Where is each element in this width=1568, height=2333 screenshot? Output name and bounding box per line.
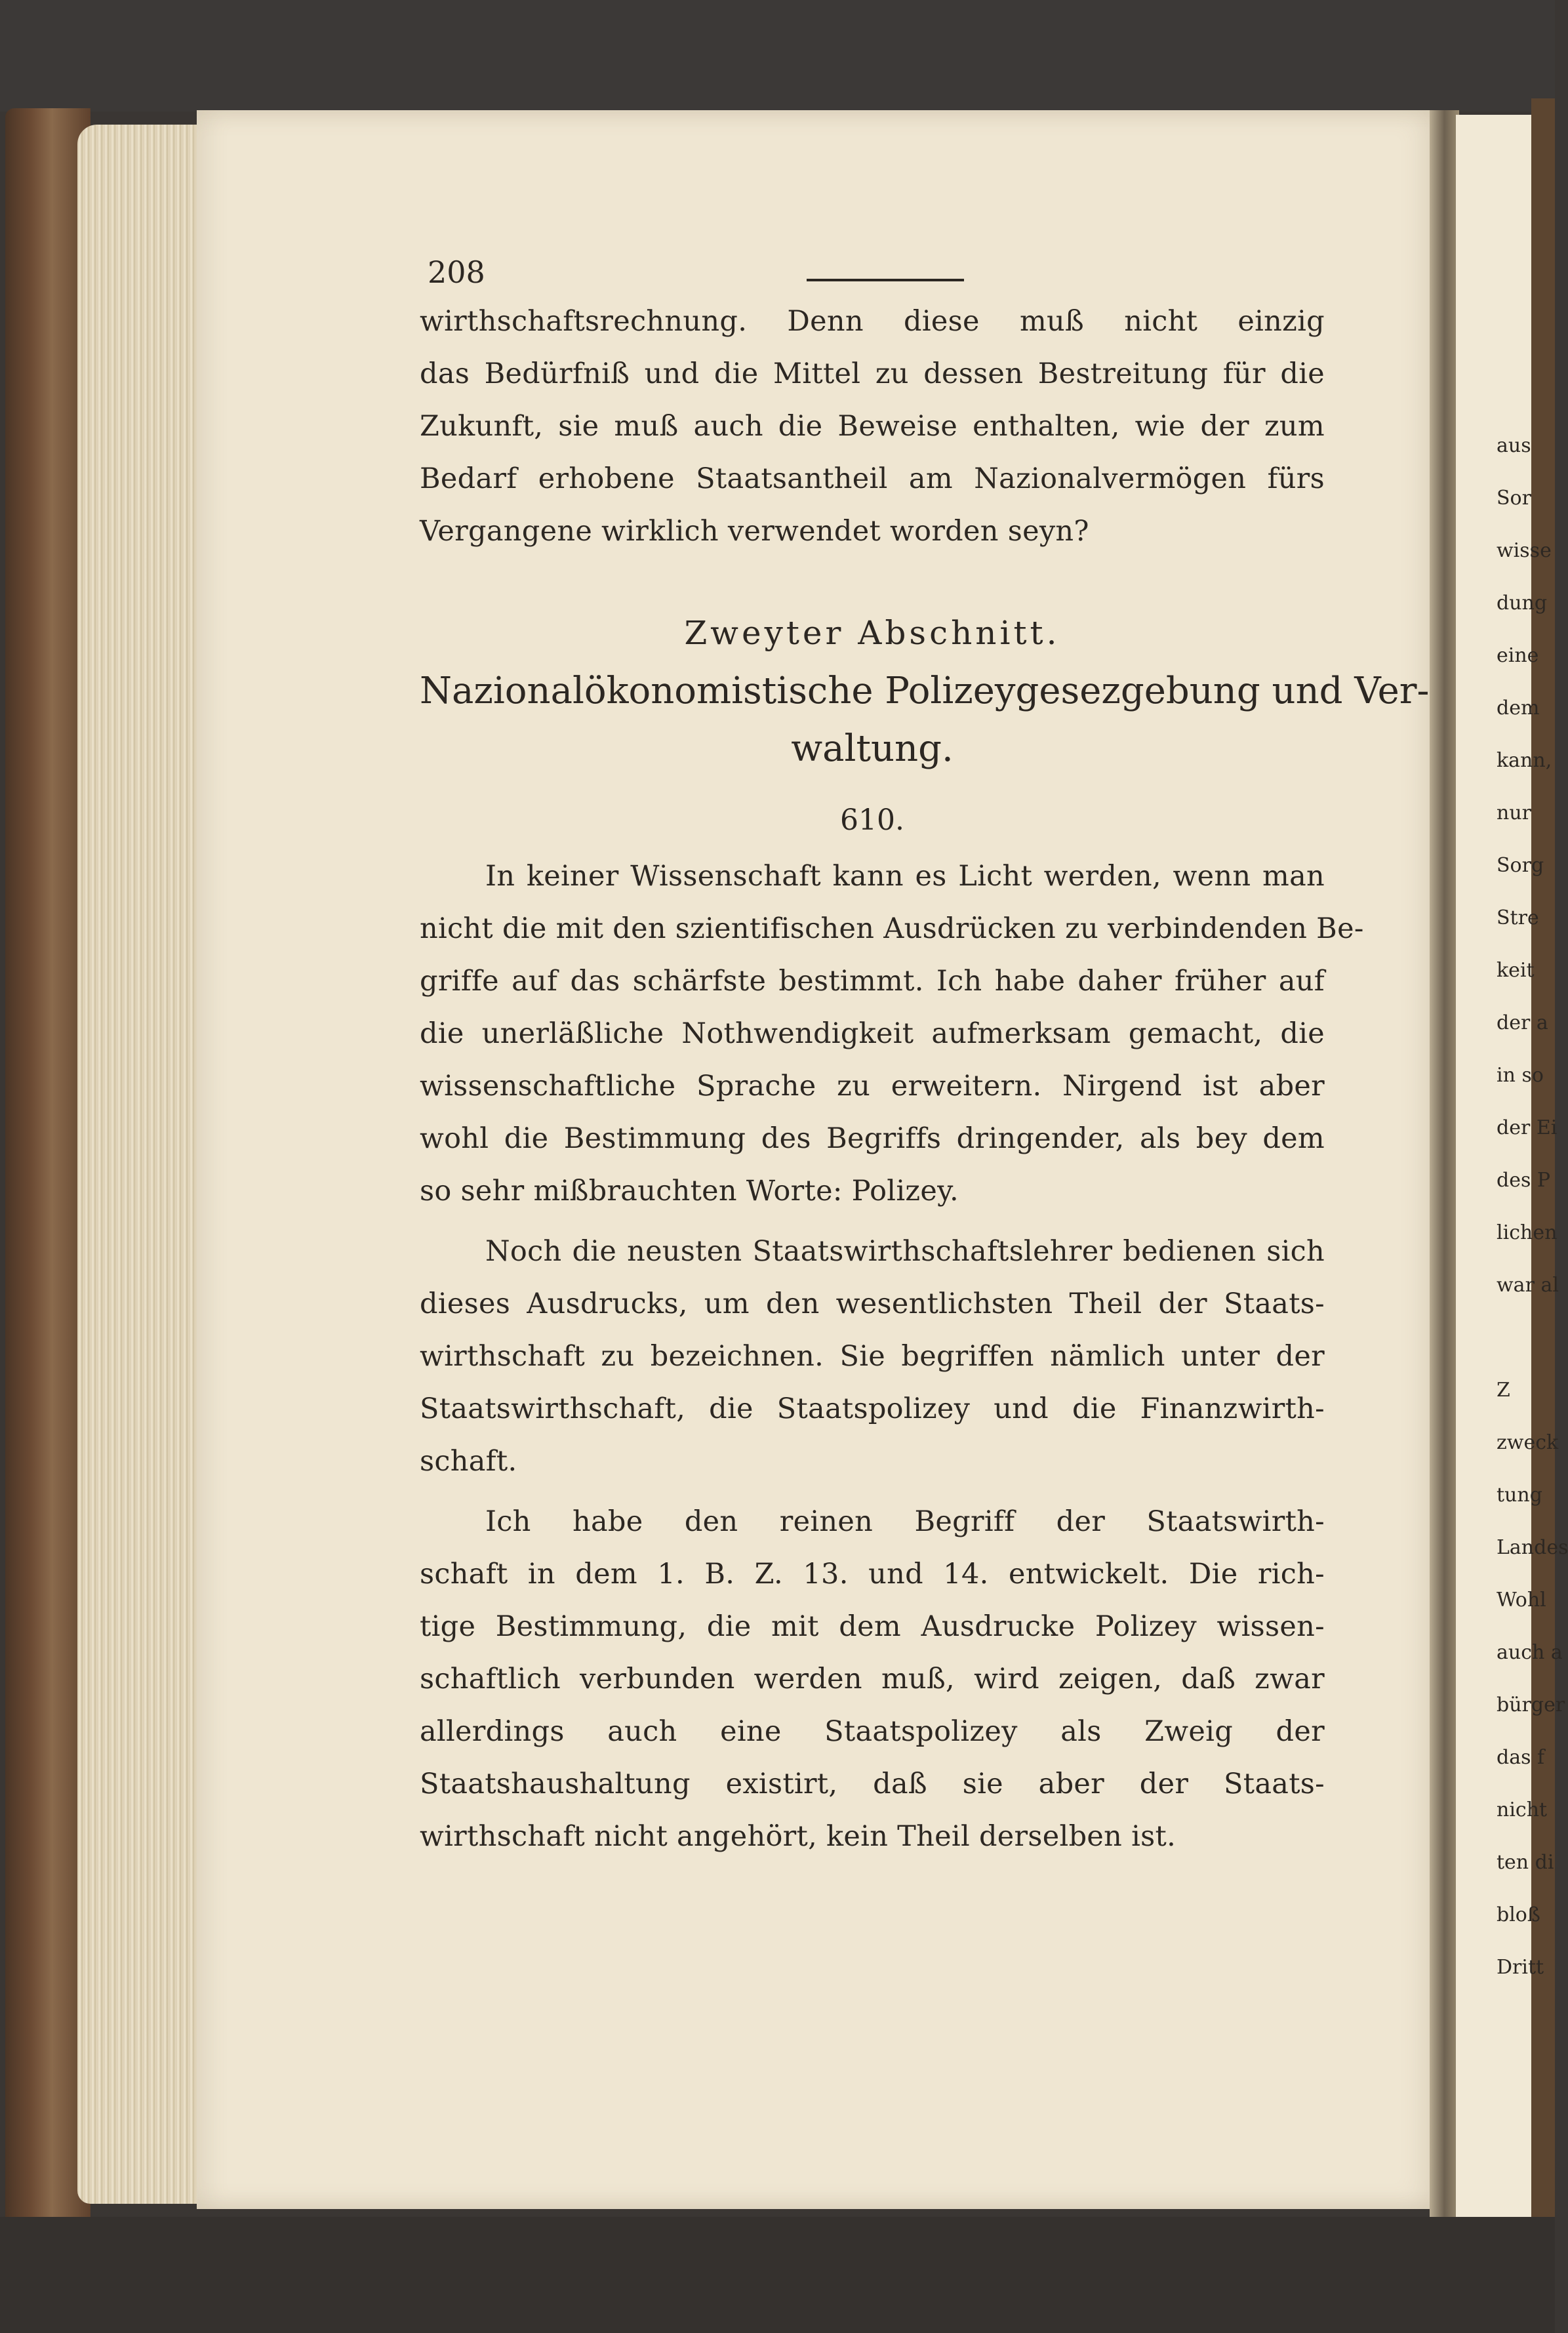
facing-page-fragment: bloß bbox=[1497, 1903, 1540, 1926]
facing-page-fragment: eine bbox=[1497, 644, 1539, 667]
text-line: Vergangene wirklich verwendet worden seyn? bbox=[420, 515, 1089, 548]
paragraph bbox=[420, 1495, 1325, 1863]
facing-page-fragment: tung bbox=[1497, 1484, 1542, 1507]
text-line: wissenschaftliche Sprache zu erweitern. Nirgend ist aber bbox=[420, 1070, 1325, 1103]
text-line: tige Bestimmung, die mit dem Ausdrucke Polizey wissen- bbox=[420, 1610, 1325, 1643]
scan-background-bottom bbox=[0, 2217, 1555, 2333]
facing-page-fragment: Z bbox=[1497, 1379, 1510, 1402]
facing-page-fragment: dem bbox=[1497, 697, 1540, 720]
text-line: wohl die Bestimmung des Begriffs dringender, als bey dem bbox=[420, 1122, 1325, 1155]
text-line: allerdings auch eine Staatspolizey als Zweig der bbox=[420, 1715, 1325, 1748]
page-header bbox=[420, 249, 1325, 295]
facing-page-fragment: Stre bbox=[1497, 906, 1539, 929]
page-text bbox=[420, 249, 1430, 1863]
facing-page-fragment: aus bbox=[1497, 434, 1531, 457]
text-line: schaftlich verbunden werden muß, wird zeigen, daß zwar bbox=[420, 1663, 1325, 1695]
carryover-text bbox=[420, 295, 1325, 558]
text-line: Noch die neusten Staatswirthschaftslehrer bedienen sich bbox=[485, 1235, 1325, 1268]
facing-page-fragment: zweck bbox=[1497, 1431, 1559, 1454]
facing-page-fragment: lichen bbox=[1497, 1221, 1558, 1244]
facing-page-fragment: Sorg bbox=[1497, 854, 1544, 877]
facing-page-fragment: war al bbox=[1497, 1274, 1559, 1297]
facing-page-fragment: Wohl bbox=[1497, 1589, 1546, 1612]
facing-page-fragment: nur bbox=[1497, 801, 1531, 824]
text-line: das Bedürfniß und die Mittel zu dessen Bestreitung für die bbox=[420, 357, 1325, 390]
text-line: die unerläßliche Nothwendigkeit aufmerksam gemacht, die bbox=[420, 1017, 1325, 1050]
section-title-line: waltung. bbox=[791, 727, 954, 770]
facing-page-fragment: keit bbox=[1497, 959, 1535, 982]
text-line: Staatswirthschaft, die Staatspolizey und die Finanzwirth- bbox=[420, 1392, 1325, 1425]
text-line: Bedarf erhobene Staatsantheil am Nazionalvermögen fürs bbox=[420, 462, 1325, 495]
page-number: 208 bbox=[428, 254, 485, 290]
facing-page-fragment: in so bbox=[1497, 1064, 1544, 1087]
section-heading: Zweyter Abschnitt. bbox=[684, 614, 1060, 652]
facing-page-fragment: Landes bbox=[1497, 1536, 1568, 1559]
text-line: Staatshaushaltung existirt, daß sie aber der Staats- bbox=[420, 1768, 1325, 1800]
book-gutter bbox=[1430, 110, 1459, 2333]
text-line: griffe auf das schärfste bestimmt. Ich habe daher früher auf bbox=[420, 965, 1325, 998]
facing-page-text bbox=[1497, 420, 1568, 1994]
text-line: wirthschaft nicht angehört, kein Theil derselben ist. bbox=[420, 1820, 1176, 1853]
page-edges bbox=[77, 125, 202, 2204]
text-line: wirthschaft zu bezeichnen. Sie begriffen nämlich unter der bbox=[420, 1340, 1325, 1373]
paragraph bbox=[420, 1225, 1325, 1488]
facing-page-fragment: kann, bbox=[1497, 749, 1552, 772]
facing-page-fragment: Sor bbox=[1497, 487, 1531, 510]
facing-page-fragment: das f bbox=[1497, 1746, 1545, 1769]
text-line: wirthschaftsrechnung. Denn diese muß nicht einzig bbox=[420, 305, 1325, 338]
text-line: schaft. bbox=[420, 1445, 517, 1478]
scan-background bbox=[0, 0, 1555, 112]
paragraph bbox=[420, 850, 1364, 1217]
facing-page-fragment bbox=[1497, 1312, 1556, 1364]
facing-page-fragment: wisse bbox=[1497, 539, 1552, 562]
facing-page-fragment: bürger bbox=[1497, 1694, 1565, 1716]
text-line: nicht die mit den szientifischen Ausdrücken zu verbindenden Be- bbox=[420, 912, 1364, 945]
facing-page-fragment: der Ei bbox=[1497, 1116, 1558, 1139]
text-line: In keiner Wissenschaft kann es Licht werden, wenn man bbox=[485, 860, 1325, 893]
text-line: Ich habe den reinen Begriff der Staatswirth- bbox=[485, 1505, 1325, 1538]
facing-page-fragment: des P bbox=[1497, 1169, 1551, 1192]
facing-page-fragment: nicht bbox=[1497, 1798, 1548, 1821]
section-title-line: Nazionalökonomistische Polizeygesezgebung und Ver- bbox=[420, 670, 1430, 712]
text-line: so sehr mißbrauchten Worte: Polizey. bbox=[420, 1175, 959, 1207]
facing-page-fragment: ten di bbox=[1497, 1851, 1554, 1874]
facing-page-fragment: dung bbox=[1497, 592, 1548, 615]
paragraph-number: 610. bbox=[840, 803, 904, 837]
header-rule bbox=[807, 279, 964, 281]
text-line: schaft in dem 1. B. Z. 13. und 14. entwickelt. Die rich- bbox=[420, 1558, 1325, 1591]
facing-page-fragment: Dritt bbox=[1497, 1956, 1544, 1979]
facing-page-fragment: der a bbox=[1497, 1011, 1548, 1034]
text-line: dieses Ausdrucks, um den wesentlichsten Theil der Staats- bbox=[420, 1288, 1325, 1320]
facing-page-fragment: auch a bbox=[1497, 1641, 1563, 1664]
text-line: Zukunft, sie muß auch die Beweise enthalten, wie der zum bbox=[420, 410, 1325, 443]
